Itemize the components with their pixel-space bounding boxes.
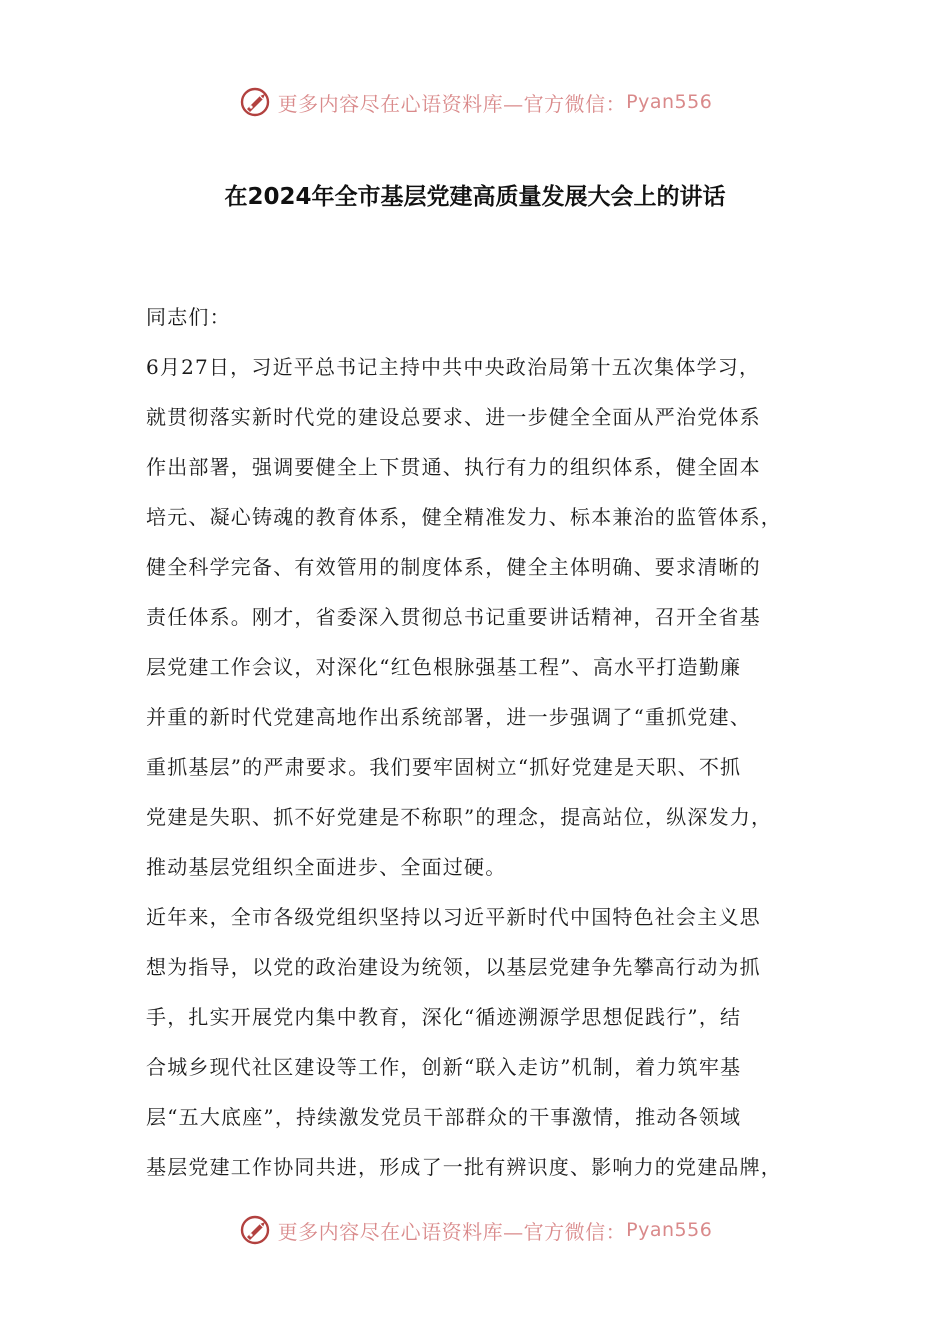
paragraph-line: 层“五大底座”，持续激发党员干部群众的干事激情，推动各领域 bbox=[146, 1105, 742, 1129]
document-body bbox=[146, 292, 826, 1192]
watermark-text: 更多内容尽在心语资料库—官方微信： bbox=[277, 91, 627, 116]
document-title: 在2024年全市基层党建高质量发展大会上的讲话 bbox=[224, 184, 726, 210]
paragraph-line: 并重的新时代党建高地作出系统部署，进一步强调了“重抓党建、 bbox=[146, 705, 752, 729]
footer-watermark-banner bbox=[0, 1210, 950, 1250]
pen-nib-circle-icon bbox=[238, 84, 274, 120]
paragraph-line: 层党建工作会议，对深化“红色根脉强基工程”、高水平打造勤廉 bbox=[146, 655, 742, 679]
watermark-wechat-id: Pyan556 bbox=[626, 1219, 713, 1241]
paragraph-line: 重抓基层”的严肃要求。我们要牢固树立“抓好党建是天职、不抓 bbox=[146, 755, 742, 779]
watermark-wechat-id: Pyan556 bbox=[626, 91, 713, 113]
paragraph-line: 培元、凝心铸魂的教育体系，健全精准发力、标本兼治的监管体系， bbox=[146, 505, 782, 529]
paragraph-line: 作出部署，强调要健全上下贯通、执行有力的组织体系，健全固本 bbox=[146, 455, 761, 479]
paragraph-line: 6月27日，习近平总书记主持中共中央政治局第十五次集体学习， bbox=[146, 355, 761, 379]
paragraph-line: 责任体系。刚才，省委深入贯彻总书记重要讲话精神，召开全省基 bbox=[146, 605, 761, 629]
paragraph-line: 基层党建工作协同共进，形成了一批有辨识度、影响力的党建品牌， bbox=[146, 1155, 782, 1179]
header-watermark-banner bbox=[0, 82, 950, 122]
pen-nib-circle-icon bbox=[238, 1212, 274, 1248]
paragraph-line: 近年来，全市各级党组织坚持以习近平新时代中国特色社会主义思 bbox=[146, 905, 761, 929]
paragraph-line: 就贯彻落实新时代党的建设总要求、进一步健全全面从严治党体系 bbox=[146, 405, 761, 429]
paragraph-line: 同志们： bbox=[146, 305, 231, 329]
paragraph-line: 合城乡现代社区建设等工作，创新“联入走访”机制，着力筑牢基 bbox=[146, 1055, 742, 1079]
paragraph-line: 推动基层党组织全面进步、全面过硬。 bbox=[146, 855, 507, 879]
paragraph-line: 健全科学完备、有效管用的制度体系，健全主体明确、要求清晰的 bbox=[146, 555, 761, 579]
paragraph-line: 手，扎实开展党内集中教育，深化“循迹溯源学思想促践行”，结 bbox=[146, 1005, 742, 1029]
paragraph-line: 党建是失职、抓不好党建是不称职”的理念，提高站位，纵深发力， bbox=[146, 805, 773, 829]
watermark-text: 更多内容尽在心语资料库—官方微信： bbox=[277, 1219, 627, 1244]
paragraph-line: 想为指导，以党的政治建设为统领，以基层党建争先攀高行动为抓 bbox=[146, 955, 761, 979]
